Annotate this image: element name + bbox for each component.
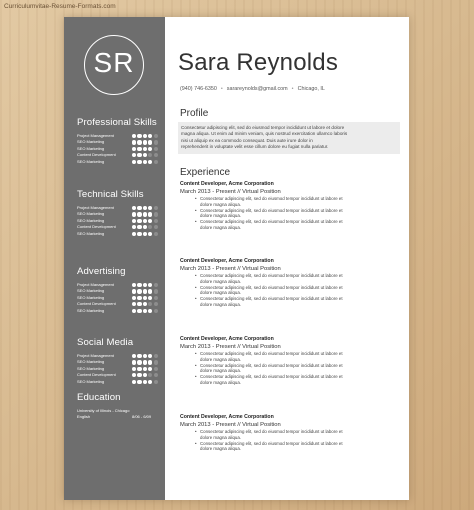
rating-dot <box>137 140 141 144</box>
job-bullet: dolore magna aliqua. <box>200 278 242 284</box>
rating-dot <box>154 309 158 313</box>
rating-dot <box>154 380 158 384</box>
rating-dot <box>137 160 141 164</box>
rating-dot <box>148 134 152 138</box>
skill-label: SEO Marketing <box>77 211 105 217</box>
job-bullet: dolore magna aliqua. <box>200 368 242 374</box>
skill-rating <box>132 309 159 315</box>
rating-dot <box>148 212 152 216</box>
rating-dot <box>143 140 147 144</box>
job-bullet: • Consectetur adipiscing elit, sed do eiusmod tempor incididunt ut labore et <box>200 441 405 447</box>
rating-dot <box>143 289 147 293</box>
rating-dot <box>154 153 158 157</box>
profile-text-line: reprehenderit in voluptate velit esse cillum dolore eu fugiat nulla pariatur. <box>181 144 329 150</box>
experience-entry <box>180 335 405 386</box>
skill-label: Content Development <box>77 224 116 230</box>
rating-dot <box>154 212 158 216</box>
rating-dot <box>137 296 141 300</box>
rating-dot <box>154 360 158 364</box>
rating-dot <box>143 309 147 313</box>
rating-dot <box>137 289 141 293</box>
rating-dot <box>154 219 158 223</box>
skill-section-title: Social Media <box>77 337 134 348</box>
rating-dot <box>143 360 147 364</box>
rating-dot <box>132 134 136 138</box>
job-bullet: • Consectetur adipiscing elit, sed do eiusmod tempor incididunt ut labore et <box>200 219 405 225</box>
rating-dot <box>137 232 141 236</box>
monogram-circle <box>84 35 144 95</box>
rating-dot <box>143 283 147 287</box>
rating-dot <box>143 367 147 371</box>
rating-dot <box>143 380 147 384</box>
skill-row <box>77 159 161 165</box>
rating-dot <box>132 232 136 236</box>
rating-dot <box>143 134 147 138</box>
skill-label: Project Management <box>77 282 114 287</box>
rating-dot <box>143 354 147 358</box>
education-title: Education <box>77 392 121 403</box>
rating-dot <box>148 373 152 377</box>
skill-label: SEO Marketing <box>77 294 105 300</box>
skill-label: SEO Marketing <box>77 145 105 151</box>
rating-dot <box>148 367 152 371</box>
job-bullet: • Consectetur adipiscing elit, sed do eiusmod tempor incididunt ut labore et <box>200 273 405 279</box>
rating-dot <box>148 302 152 306</box>
rating-dot <box>154 296 158 300</box>
rating-dot <box>137 147 141 151</box>
skill-label: SEO Marketing <box>77 139 105 145</box>
rating-dot <box>143 212 147 216</box>
experience-entry <box>180 413 405 452</box>
rating-dot <box>148 296 152 300</box>
skill-rating <box>132 380 159 386</box>
skill-row <box>77 308 161 314</box>
education-section <box>77 392 161 419</box>
job-title: Content Developer, Acme Corporation <box>180 336 274 342</box>
rating-dot <box>132 296 136 300</box>
profile-heading: Profile <box>180 108 209 119</box>
education-years: 8/06 - 6/09 <box>132 413 152 419</box>
rating-dot <box>148 225 152 229</box>
job-bullet: dolore magna aliqua. <box>200 201 242 207</box>
job-bullet: • Consectetur adipiscing elit, sed do eiusmod tempor incididunt ut labore et <box>200 429 405 435</box>
job-dates: March 2013 - Present // Virtual Position <box>180 266 281 272</box>
rating-dot <box>148 309 152 313</box>
skill-section-title: Technical Skills <box>77 189 144 200</box>
rating-dot <box>132 283 136 287</box>
rating-dot <box>137 367 141 371</box>
rating-dot <box>148 206 152 210</box>
education-field: English <box>77 413 91 419</box>
job-bullet: dolore magna aliqua. <box>200 224 242 230</box>
rating-dot <box>154 140 158 144</box>
job-bullet: • Consectetur adipiscing elit, sed do eiusmod tempor incididunt ut labore et <box>200 296 405 302</box>
skill-label: Content Development <box>77 372 116 378</box>
experience-entry <box>180 180 405 231</box>
rating-dot <box>132 153 136 157</box>
rating-dot <box>154 354 158 358</box>
rating-dot <box>143 302 147 306</box>
rating-dot <box>154 373 158 377</box>
rating-dot <box>137 219 141 223</box>
resume-sheet <box>64 17 409 500</box>
job-bullet: dolore magna aliqua. <box>200 356 242 362</box>
rating-dot <box>132 354 136 358</box>
job-bullet: • Consectetur adipiscing elit, sed do eiusmod tempor incididunt ut labore et <box>200 285 405 291</box>
rating-dot <box>132 380 136 384</box>
contact-email: sarareynolds@gmail.com <box>226 86 288 92</box>
skill-label: Content Development <box>77 301 116 307</box>
rating-dot <box>148 153 152 157</box>
skill-rating <box>132 160 159 166</box>
rating-dot <box>143 296 147 300</box>
job-bullet: • Consectetur adipiscing elit, sed do eiusmod tempor incididunt ut labore et <box>200 363 405 369</box>
education-school: University of Illinois - Chicago <box>77 408 130 413</box>
profile-box <box>178 122 400 154</box>
rating-dot <box>132 206 136 210</box>
rating-dot <box>137 206 141 210</box>
rating-dot <box>148 289 152 293</box>
skill-label: Project Management <box>77 353 114 358</box>
rating-dot <box>154 302 158 306</box>
rating-dot <box>132 289 136 293</box>
job-bullet: • Consectetur adipiscing elit, sed do eiusmod tempor incididunt ut labore et <box>200 374 405 380</box>
rating-dot <box>154 160 158 164</box>
job-dates: March 2013 - Present // Virtual Position <box>180 344 281 350</box>
rating-dot <box>148 140 152 144</box>
watermark: Curriculumvitae-Resume-Formats.com <box>4 3 116 10</box>
skill-section <box>77 117 161 165</box>
skill-section <box>77 266 161 314</box>
profile-text-line: Consectetur adipiscing elit, sed do eiusmod tempor incididunt ut labore et dolore <box>181 125 345 130</box>
rating-dot <box>137 309 141 313</box>
rating-dot <box>154 367 158 371</box>
rating-dot <box>137 283 141 287</box>
rating-dot <box>148 354 152 358</box>
rating-dot <box>154 283 158 287</box>
rating-dot <box>132 160 136 164</box>
rating-dot <box>137 354 141 358</box>
skill-label: Project Management <box>77 205 114 210</box>
job-bullet: dolore magna aliqua. <box>200 446 242 452</box>
rating-dot <box>143 232 147 236</box>
rating-dot <box>154 147 158 151</box>
rating-dot <box>143 373 147 377</box>
rating-dot <box>132 140 136 144</box>
rating-dot <box>148 219 152 223</box>
job-bullet: dolore magna aliqua. <box>200 434 242 440</box>
rating-dot <box>132 309 136 313</box>
rating-dot <box>148 147 152 151</box>
skill-label: SEO Marketing <box>77 230 105 236</box>
rating-dot <box>154 289 158 293</box>
rating-dot <box>137 360 141 364</box>
rating-dot <box>154 225 158 229</box>
skill-label: SEO Marketing <box>77 307 105 313</box>
contact-phone: (940) 746-6350 <box>180 86 217 92</box>
rating-dot <box>148 380 152 384</box>
rating-dot <box>143 219 147 223</box>
rating-dot <box>132 212 136 216</box>
skill-section <box>77 337 161 385</box>
skill-section-title: Advertising <box>77 266 126 277</box>
rating-dot <box>154 206 158 210</box>
job-bullet: dolore magna aliqua. <box>200 301 242 307</box>
job-dates: March 2013 - Present // Virtual Position <box>180 422 281 428</box>
rating-dot <box>137 212 141 216</box>
skill-label: Content Development <box>77 152 116 158</box>
skill-label: SEO Marketing <box>77 288 105 294</box>
rating-dot <box>143 225 147 229</box>
rating-dot <box>132 373 136 377</box>
contact-line: (940) 746-6350 • sarareynolds@gmail.com • Chicago, IL <box>180 86 325 92</box>
job-bullet: • Consectetur adipiscing elit, sed do eiusmod tempor incididunt ut labore et <box>200 196 405 202</box>
job-bullet: dolore magna aliqua. <box>200 290 242 296</box>
job-title: Content Developer, Acme Corporation <box>180 258 274 264</box>
job-bullet: dolore magna aliqua. <box>200 213 242 219</box>
skill-label: SEO Marketing <box>77 365 105 371</box>
skill-label: SEO Marketing <box>77 378 105 384</box>
experience-heading: Experience <box>180 167 231 178</box>
skill-row <box>77 379 161 385</box>
rating-dot <box>148 360 152 364</box>
skill-label: Project Management <box>77 133 114 138</box>
rating-dot <box>143 153 147 157</box>
contact-location: Chicago, IL <box>297 86 325 92</box>
education-details <box>77 414 161 420</box>
sidebar <box>64 17 165 500</box>
rating-dot <box>148 232 152 236</box>
rating-dot <box>132 147 136 151</box>
rating-dot <box>137 134 141 138</box>
monogram: SR <box>93 47 135 78</box>
job-bullet: • Consectetur adipiscing elit, sed do eiusmod tempor incididunt ut labore et <box>200 208 405 214</box>
skill-section-title: Professional Skills <box>77 117 157 128</box>
job-dates: March 2013 - Present // Virtual Position <box>180 189 281 195</box>
skill-row <box>77 231 161 237</box>
job-title: Content Developer, Acme Corporation <box>180 414 274 420</box>
rating-dot <box>148 283 152 287</box>
rating-dot <box>132 360 136 364</box>
rating-dot <box>132 367 136 371</box>
profile-text-line: magna aliqua. Ut enim ad minim veniam, quis nostrud exercitation ullamco laboris <box>181 131 348 137</box>
rating-dot <box>154 134 158 138</box>
rating-dot <box>143 206 147 210</box>
rating-dot <box>143 160 147 164</box>
job-bullet: dolore magna aliqua. <box>200 379 242 385</box>
rating-dot <box>132 219 136 223</box>
experience-entry <box>180 257 405 308</box>
job-bullet: • Consectetur adipiscing elit, sed do eiusmod tempor incididunt ut labore et <box>200 351 405 357</box>
rating-dot <box>132 225 136 229</box>
skill-label: SEO Marketing <box>77 359 105 365</box>
rating-dot <box>137 373 141 377</box>
rating-dot <box>137 153 141 157</box>
rating-dot <box>154 232 158 236</box>
profile-text-line: nisi ut aliquip ex ea commodo consequat. Duis aute irure dolor in <box>181 137 313 143</box>
rating-dot <box>132 302 136 306</box>
rating-dot <box>137 302 141 306</box>
full-name: Sara Reynolds <box>178 49 339 76</box>
skill-label: SEO Marketing <box>77 158 105 164</box>
skill-section <box>77 189 161 237</box>
skill-rating <box>132 232 159 238</box>
rating-dot <box>143 147 147 151</box>
rating-dot <box>148 160 152 164</box>
job-title: Content Developer, Acme Corporation <box>180 181 274 187</box>
rating-dot <box>137 380 141 384</box>
skill-label: SEO Marketing <box>77 217 105 223</box>
rating-dot <box>137 225 141 229</box>
